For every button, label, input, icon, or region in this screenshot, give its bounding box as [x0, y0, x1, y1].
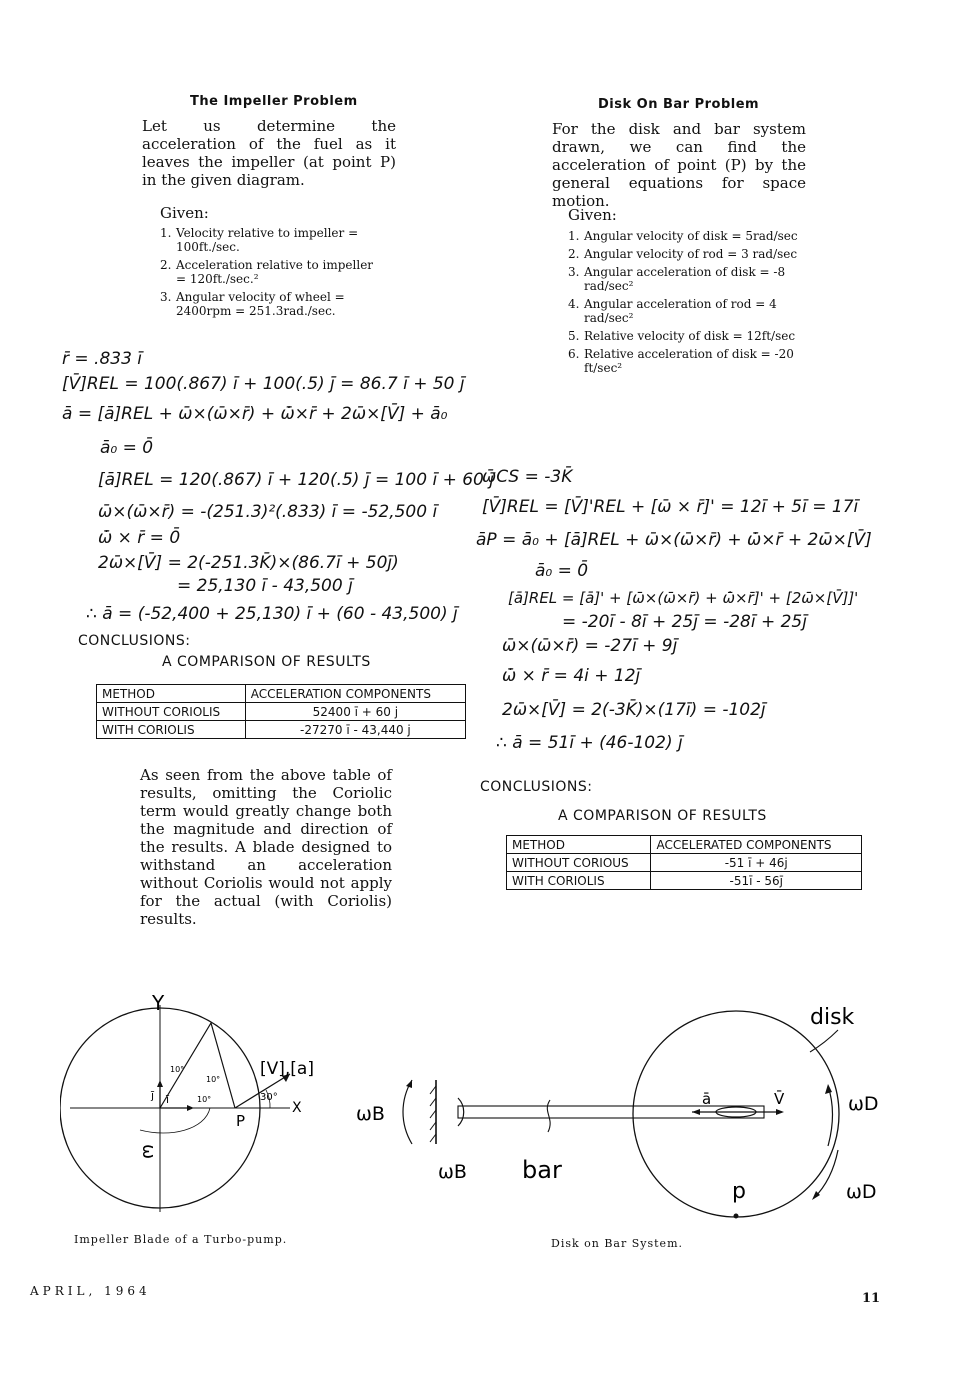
given-item: 3. Angular velocity of wheel = 2400rpm = 251.3rad./sec. [160, 290, 345, 318]
i-arrowhead [187, 1105, 194, 1111]
omega-d-label: ωD [846, 1181, 877, 1203]
omega-d-arc-upper [828, 1086, 833, 1146]
angle-10-label: 10° [170, 1065, 185, 1074]
given-item: 1. Angular velocity of disk = 5rad/sec [568, 229, 798, 243]
impeller-given-list [160, 226, 378, 322]
disk-title: Disk On Bar Problem [598, 97, 760, 112]
table-cell: -51 ī + 46j [651, 854, 862, 872]
a-arrowhead [692, 1109, 700, 1115]
disk-comparison-table [506, 835, 862, 890]
eq-disk-relative-acceleration-result: = -20ī - 8ī + 25j̄ = -28ī + 25j̄ [562, 612, 807, 632]
omega-symbol: ω [138, 1144, 159, 1160]
table-row [507, 854, 862, 872]
disk-caption: Disk on Bar System. [551, 1237, 683, 1250]
table-cell: WITH CORIOLIS [97, 721, 246, 739]
va-vector-label: [V],[a] [260, 1059, 314, 1079]
disk-intro: For the disk and bar system drawn, we can find the acceleration of point (P) by the general equations for space motion. [552, 120, 806, 210]
eq-angular-accel-term: ω̄̇ × r̄ = 0̄ [98, 528, 181, 548]
impeller-comparison-table [96, 684, 466, 739]
bar-label: bar [522, 1156, 562, 1184]
eq-disk-final-acceleration: ∴ ā = 51ī + (46-102) j̄ [496, 733, 683, 753]
disk-comparison-title: A COMPARISON OF RESULTS [558, 808, 767, 824]
impeller-caption: Impeller Blade of a Turbo-pump. [74, 1233, 288, 1246]
omega-b-arc [403, 1080, 412, 1144]
eq-final-acceleration: ∴ ā = (-52,400 + 25,130) ī + (60 - 43,500) j̄ [86, 604, 458, 624]
eq-position-vector: r̄ = .833 ī [62, 349, 143, 369]
table-header-cell: ACCELERATION COMPONENTS [245, 685, 465, 703]
given-item: 2. Acceleration relative to impeller = 120ft./sec.² [160, 258, 374, 286]
angle-10-label: 10° [206, 1075, 221, 1084]
bar-pivot [458, 1098, 464, 1126]
v-arrowhead [776, 1109, 784, 1115]
given-item: 6. Relative acceleration of disk = -20 ft/sec² [568, 347, 794, 375]
omega-b-label: ωB [438, 1161, 467, 1183]
omega-d-label: ωD [848, 1093, 879, 1115]
table-header-row [97, 685, 466, 703]
rotation-arc [140, 1108, 210, 1133]
given-item: 3. Angular acceleration of disk = -8 rad/sec² [568, 265, 786, 293]
given-item: 4. Angular acceleration of rod = 4 rad/sec² [568, 297, 777, 325]
disk-conclusions: CONCLUSIONS: [480, 779, 593, 795]
table-cell: WITHOUT CORIOUS [507, 854, 651, 872]
impeller-conclusions: CONCLUSIONS: [78, 633, 191, 649]
table-row [97, 703, 466, 721]
table-header-cell: METHOD [507, 836, 651, 854]
disk-given-list [568, 229, 806, 379]
impeller-given-label: Given: [160, 204, 209, 222]
wall-hatching [430, 1086, 436, 1142]
eq-centripetal: ω̄×(ω̄×r̄) = -(251.3)²(.833) ī = -52,500 ī [98, 502, 438, 522]
given-item: 1. Velocity relative to impeller = 100ft./sec. [160, 226, 359, 254]
eq-coriolis-result: = 25,130 ī - 43,500 j̄ [177, 576, 353, 596]
table-cell: 52400 ī + 60 j [245, 703, 465, 721]
issue-date: APRIL, 1964 [30, 1284, 151, 1298]
point-p-label: p [732, 1179, 746, 1204]
table-header-cell: METHOD [97, 685, 246, 703]
disk-label: disk [810, 1005, 855, 1030]
eq-disk-acceleration-general: āP = ā₀ + [ā]REL + ω̄×(ω̄×r̄) + ω̄̇×r̄ + 2ω̄×[V̄] [476, 530, 872, 550]
eq-relative-acceleration: [ā]REL = 120(.867) ī + 120(.5) j̄ = 100 ī + 60 j̄ [98, 470, 494, 490]
disk-on-bar-diagram [350, 1000, 890, 1220]
eq-disk-relative-velocity: [V̄]REL = [V̄]'REL + [ω̄ × r̄]' = 12ī + 5ī = 17ī [482, 497, 859, 517]
table-cell: WITHOUT CORIOLIS [97, 703, 246, 721]
impeller-intro: Let us determine the acceleration of the fuel as it leaves the impeller (at point P) in the given diagram. [142, 117, 396, 189]
omega-d-arc-lower [814, 1150, 838, 1198]
eq-relative-velocity: [V̄]REL = 100(.867) ī + 100(.5) j̄ = 86.7 ī + 50 j̄ [62, 374, 465, 394]
omega-d-arrowhead-upper [825, 1084, 832, 1094]
disk-leader-line [810, 1030, 838, 1052]
point-p-label: P [236, 1112, 246, 1130]
j-unit-label: j̄ [151, 1089, 155, 1102]
impeller-closing-paragraph: As seen from the above table of results, omitting the Coriolic term would greatly change both the magnitude and direction of the results. A blade designed to withstand an acceleration without Coriolis would not apply for the actual (with Coriolis) results. [140, 766, 392, 928]
page-number: 11 [862, 1291, 881, 1306]
given-item: 5. Relative velocity of disk = 12ft/sec [568, 329, 796, 343]
v-vector-label: V̄ [774, 1090, 785, 1108]
j-arrowhead [157, 1080, 163, 1087]
table-cell: WITH CORIOLIS [507, 872, 651, 890]
eq-acceleration-general: ā = [ā]REL + ω̄×(ω̄×r̄) + ω̄̇×r̄ + 2ω̄×[V̄] + ā₀ [62, 404, 448, 424]
angle-10-label: 10° [197, 1095, 212, 1104]
table-header-cell: ACCELERATED COMPONENTS [651, 836, 862, 854]
eq-omega-cs: ω̄CS = -3K̄ [482, 467, 573, 487]
given-item: 2. Angular velocity of rod = 3 rad/sec [568, 247, 798, 261]
a-vector-label: ā [702, 1090, 712, 1108]
eq-disk-angular-accel-term: ω̄̇ × r̄ = 4i + 12j̄ [502, 666, 641, 686]
table-row [97, 721, 466, 739]
eq-disk-a0: ā₀ = 0̄ [535, 561, 589, 581]
table-cell: -27270 ī - 43,440 j [245, 721, 465, 739]
omega-b-label: ωB [356, 1103, 385, 1125]
impeller-title: The Impeller Problem [190, 94, 358, 109]
angle-30-label: 30° [260, 1092, 278, 1103]
bar-leader-line [547, 1100, 550, 1132]
eq-coriolis: 2ω̄×[V̄] = 2(-251.3K̄)×(86.7ī + 50j̄) [98, 553, 399, 573]
disk-given-label: Given: [568, 206, 617, 224]
eq-disk-relative-acceleration: [ā]REL = [ā]' + [ω̄×(ω̄×r̄) + ω̄̇×r̄]' + [2ω̄×[V̄]]' [508, 589, 859, 607]
omega-b-arrowhead [406, 1080, 412, 1088]
impeller-comparison-title: A COMPARISON OF RESULTS [162, 654, 371, 670]
eq-a0: ā₀ = 0̄ [100, 438, 154, 458]
i-unit-label: ī [166, 1093, 170, 1106]
x-axis-label: X [292, 1100, 302, 1116]
eq-disk-coriolis: 2ω̄×[V̄] = 2(-3K̄)×(17ī) = -102j̄ [502, 700, 766, 720]
impeller-diagram [60, 990, 360, 1230]
eq-disk-centripetal: ω̄×(ω̄×r̄) = -27ī + 9j̄ [502, 636, 678, 656]
y-axis-label: Y [152, 991, 165, 1015]
table-row [507, 872, 862, 890]
table-header-row [507, 836, 862, 854]
table-cell: -51ī - 56j̄ [651, 872, 862, 890]
point-p-dot [734, 1214, 739, 1219]
